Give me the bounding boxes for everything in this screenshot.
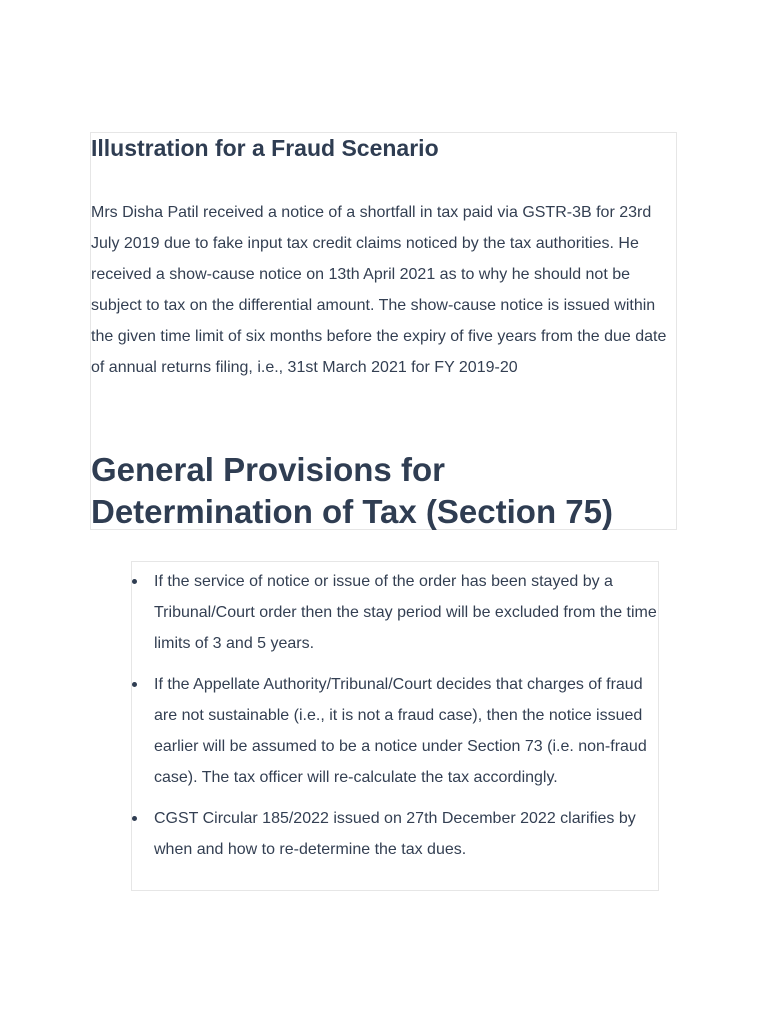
section-title: Illustration for a Fraud Scenario (91, 135, 439, 161)
list-item (154, 803, 659, 865)
list-item (154, 669, 659, 793)
bullet-icon (132, 682, 137, 687)
bullet-icon (132, 579, 137, 584)
list-item-text: If the service of notice or issue of the order has been stayed by a Tribunal/Court order then the stay period will be excluded from the time limits of 3 and 5 years. (154, 573, 657, 652)
main-heading: General Provisions for Determination of Tax (Section 75) (91, 451, 613, 530)
list-item-text: CGST Circular 185/2022 issued on 27th December 2022 clarifies by when and how to re-determine the tax dues. (154, 810, 636, 858)
bullet-icon (132, 816, 137, 821)
list-item-text: If the Appellate Authority/Tribunal/Court decides that charges of fraud are not sustainable (i.e., it is not a fraud case), then the notice issued earlier will be assumed to be a notice under Section 73 (i.e. non-fraud case). The tax officer will re-calculate the tax accordingly. (154, 676, 647, 786)
scenario-paragraph: Mrs Disha Patil received a notice of a shortfall in tax paid via GSTR-3B for 23rd July 2019 due to fake input tax credit claims noticed by the tax authorities. He received a show-cause notice on 13th April 2021 as to why he should not be subject to tax on the differential amount. The show-cause notice is issued within the given time limit of six months before the expiry of five years from the due date of annual returns filing, i.e., 31st March 2021 for FY 2019-20 (91, 204, 667, 376)
list-item (154, 566, 659, 659)
provisions-list (154, 566, 659, 875)
